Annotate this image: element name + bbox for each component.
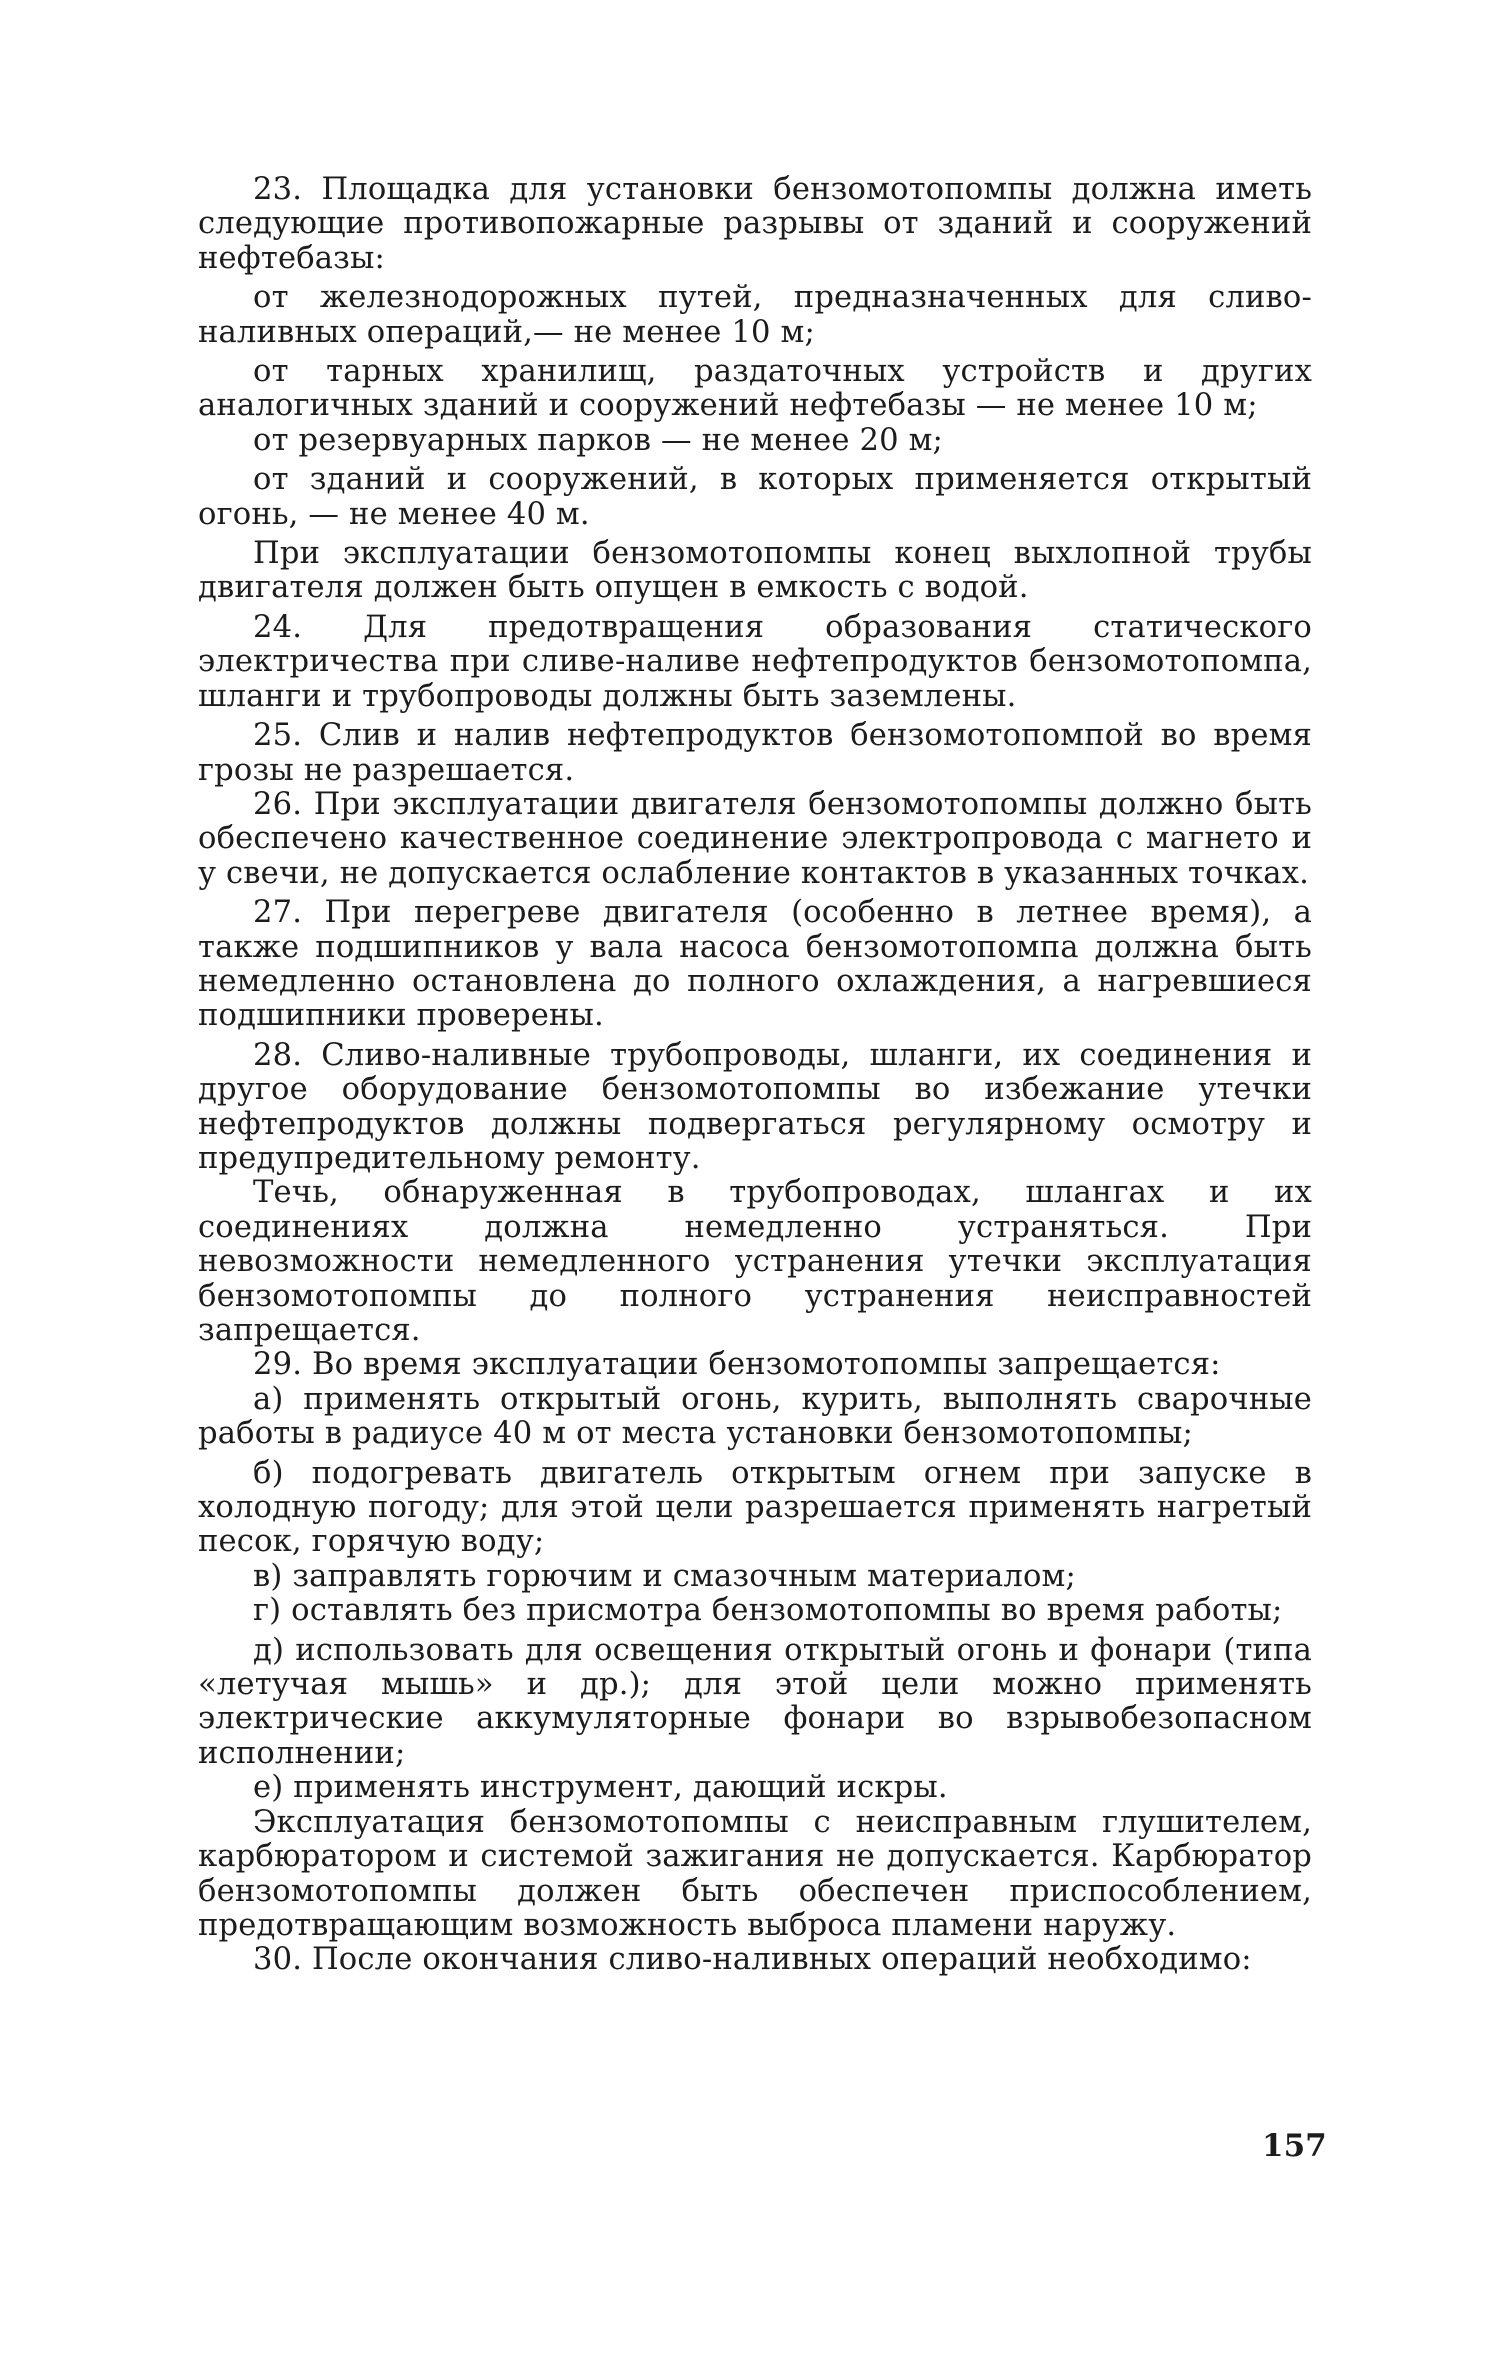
list-item-g: г) оставлять без присмотра бензомотопомпы во время работы;: [253, 1593, 1283, 1629]
paragraph-muffler: Эксплуатация бензомотопомпы с неисправным глушителем, карбюратором и системой зажигания не допускается. Карбюратор бензомотопомпы должен быть обеспечен приспособлением, предотвращающим возможность выброса пламени наружу.: [198, 1804, 1312, 1943]
paragraph-item-23: 23. Площадка для установки бензомотопомпы должна иметь следующие противопожарные разрывы от зданий и сооружений нефтебазы:: [198, 172, 1312, 276]
page-number: 157: [1262, 2128, 1327, 2164]
paragraph-storage-distance: от тарных хранилищ, раздаточных устройств и других аналогичных зданий и сооружений нефтебазы — не менее 10 м;: [198, 354, 1312, 424]
list-item-e: е) применять инструмент, дающий искры.: [253, 1770, 948, 1806]
paragraph-item-27: 27. При перегреве двигателя (особенно в летнее время), а также подшипников у вала насоса бензомотопомпа должна быть немедленно остановлена до полного охлаждения, а нагревшиеся подшипники проверены.: [198, 895, 1312, 1034]
paragraph-exhaust-pipe: При эксплуатации бензомотопомпы конец выхлопной трубы двигателя должен быть опущен в емкость с водой.: [198, 536, 1312, 606]
paragraph-item-26: 26. При эксплуатации двигателя бензомотопомпы должно быть обеспечено качественное соединение электропровода с магнето и у свечи, не допускается ослабление контактов в указанных точках.: [198, 786, 1312, 891]
paragraph-tank-park-distance: от резервуарных парков — не менее 20 м;: [253, 422, 943, 458]
paragraph-item-24: 24. Для предотвращения образования статического электричества при сливе-наливе нефтепродуктов бензомотопомпа, шланги и трубопроводы должны быть заземлены.: [198, 609, 1312, 714]
paragraph-leak: Течь, обнаруженная в трубопроводах, шлангах и их соединениях должна немедленно устраняться. При невозможности немедленного устранения утечки эксплуатация бензомотопомпы до полного устранения неисправностей запрещается.: [198, 1175, 1312, 1348]
body-text: [198, 173, 1312, 1978]
paragraph-item-25: 25. Слив и налив нефтепродуктов бензомотопомпой во время грозы не разрешается.: [198, 718, 1312, 788]
paragraph-railway-distance: от железнодорожных путей, предназначенных для сливо-наливных операций,— не менее 10 м;: [198, 280, 1312, 350]
paragraph-open-fire-distance: от зданий и сооружений, в которых применяется открытый огонь, — не менее 40 м.: [198, 462, 1312, 532]
list-item-b: б) подогревать двигатель открытым огнем при запуске в холодную погоду; для этой цели разрешается применять нагретый песок, горячую воду;: [198, 1455, 1312, 1560]
list-item-d: д) использовать для освещения открытый огонь и фонари (типа «летучая мышь» и др.); для этой цели можно применять электрические аккумуляторные фонари во взрывобезопасном исполнении;: [198, 1632, 1312, 1771]
paragraph-item-28: 28. Сливо-наливные трубопроводы, шланги, их соединения и другое оборудование бензомотопомпы во избежание утечки нефтепродуктов должны подвергаться регулярному осмотру и предупредительному ремонту.: [198, 1037, 1312, 1176]
paragraph-item-30: 30. После окончания сливо-наливных операций необходимо:: [253, 1942, 1252, 1978]
paragraph-item-29: 29. Во время эксплуатации бензомотопомпы запрещается:: [253, 1347, 1221, 1383]
list-item-a: а) применять открытый огонь, курить, выполнять сварочные работы в радиусе 40 м от места установки бензомотопомпы;: [198, 1381, 1312, 1452]
list-item-v: в) заправлять горючим и смазочным материалом;: [253, 1558, 1076, 1594]
